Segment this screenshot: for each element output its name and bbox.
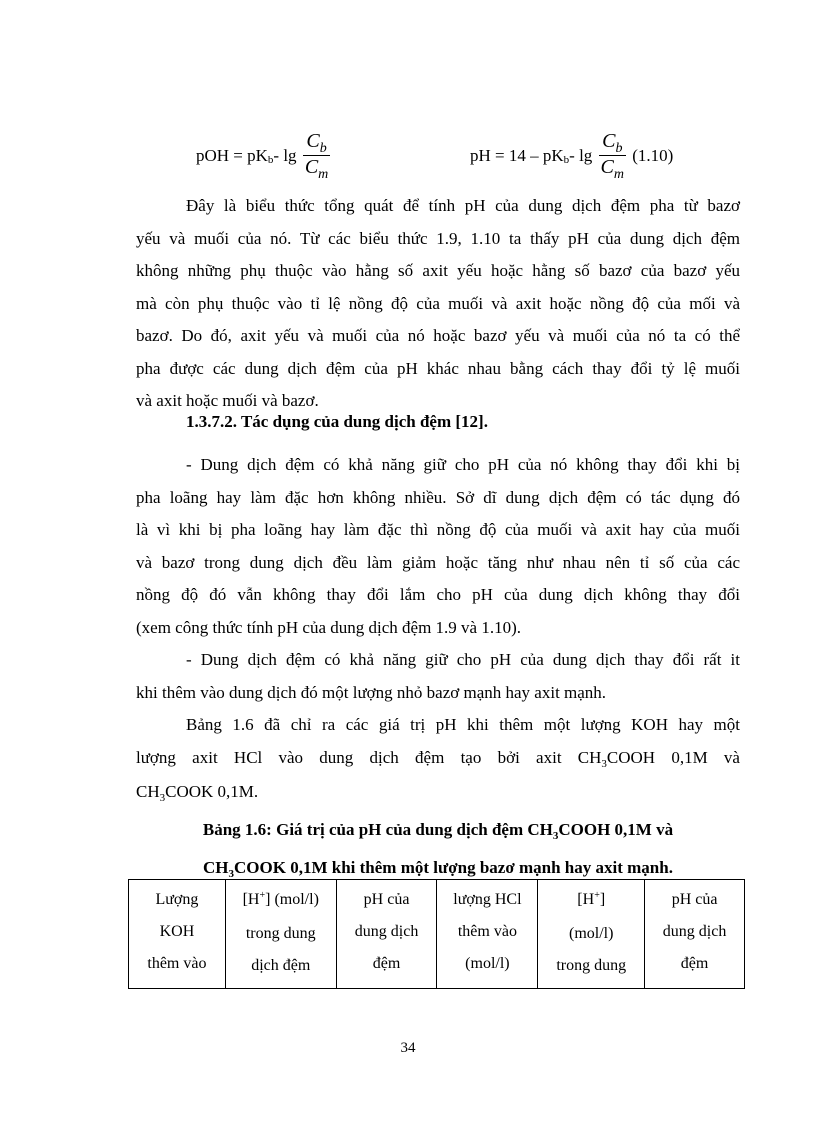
text-line: bazơ. Do đó, axit yếu và muối của nó hoặc bazơ yếu và muối của nó ta có thể: [136, 326, 740, 345]
table-caption: [136, 812, 740, 888]
text-line: - Dung dịch đệm có khả năng giữ cho pH của nó không thay đổi khi bị: [186, 455, 740, 474]
paragraph-general-expression: [136, 190, 740, 418]
formula-ref: (1.10): [632, 145, 674, 165]
paragraph-strong-acid-base: [136, 644, 740, 709]
header-cell-koh: Lượng KOH thêm vào: [129, 880, 226, 989]
caption-line: $CH_3COOK$ 0,1M khi thêm một lượng bazơ mạnh hay axit mạnh.: [203, 858, 673, 880]
header-cell-h-concentration: [H+] (mol/l) trong dung dịch đệm: [225, 880, 336, 989]
section-heading: 1.3.7.2. Tác dụng của dung dịch đệm [12].: [186, 412, 488, 431]
header-cell-ph: pH của dung dịch đệm: [336, 880, 437, 989]
header-cell-h-concentration-2: [H+] (mol/l) trong dung: [538, 880, 645, 989]
fraction-denominator: $C_m$: [304, 156, 329, 182]
header-cell-ph-2: pH của dung dịch đệm: [645, 880, 745, 989]
formula-ph-fraction: [599, 130, 626, 181]
formula-ph: [470, 130, 673, 190]
header-cell-hcl: lượng HCl thêm vào (mol/l): [437, 880, 538, 989]
text-line: pha được các dung dịch đệm của pH khác nhau bằng cách thay đổi tỷ lệ muối: [136, 358, 740, 378]
page-number: 34: [400, 1040, 416, 1056]
fraction-numerator: $C_b$: [599, 130, 626, 156]
table-header-row: [129, 880, 745, 989]
caption-line: Bảng 1.6: Giá trị của pH của dung dịch đệm $CH_3COOH$ 0,1M và: [202, 820, 674, 842]
formula-ph-lhs: pH = 14 – pK: [470, 145, 564, 165]
text-line: Đây là biểu thức tổng quát để tính pH của dung dịch đệm pha từ bazơ: [186, 196, 740, 215]
paragraph-dilution: [136, 449, 740, 644]
text-line: $CH_3COOK$ 0,1M.: [136, 782, 259, 804]
text-line: - Dung dịch đệm có khả năng giữ cho pH của dung dịch thay đổi rất it: [186, 650, 740, 669]
formula-ph-sub: b: [563, 153, 570, 166]
formula-poh: [196, 130, 332, 190]
text-line: Bảng 1.6 đã chỉ ra các giá trị pH khi thêm một lượng KOH hay một: [186, 715, 740, 734]
text-line: và bazơ trong dung dịch đều làm giảm hoặc tăng như nhau nên tỉ số của các: [136, 552, 740, 572]
formula-poh-fraction: [303, 130, 330, 181]
paragraph-table-intro: [136, 709, 740, 811]
fraction-denominator: $C_m$: [600, 156, 625, 182]
formula-poh-sub: b: [267, 153, 274, 166]
ph-buffer-table: [128, 879, 745, 989]
text-line: nồng độ đó vẫn không thay đổi lắm cho pH của dung dịch không thay đổi: [136, 585, 740, 604]
text-line: mà còn phụ thuộc vào tỉ lệ nồng độ của muối và axit hoặc nồng độ của mối và: [136, 293, 740, 313]
text-line: không những phụ thuộc vào hằng số axit yếu hoặc hằng số bazơ của bazơ yếu: [136, 261, 740, 280]
text-line: yếu và muối của nó. Từ các biểu thức 1.9, 1.10 ta thấy pH của dung dịch đệm: [136, 228, 740, 248]
text-line: khi thêm vào dung dịch đó một lượng nhỏ bazơ mạnh hay axit mạnh.: [136, 682, 607, 702]
formula-ph-lg: - lg: [569, 145, 593, 165]
fraction-numerator: $C_b$: [303, 130, 330, 156]
text-line: là vì khi bị pha loãng hay làm đặc thì nồng độ của muối và axit hay của muối: [136, 520, 740, 539]
text-line: (xem công thức tính pH của dung dịch đệm 1.9 và 1.10).: [136, 617, 522, 637]
formula-poh-lg: - lg: [273, 145, 297, 165]
text-line: lượng axit HCl vào dung dịch đệm tạo bởi axit $CH_3COOH$ 0,1M và: [136, 747, 740, 770]
text-line: pha loãng hay làm đặc hơn không nhiều. Sở dĩ dung dịch đệm có tác dụng đó: [136, 487, 740, 507]
formula-poh-lhs: pOH = pK: [196, 145, 268, 165]
text-line: và axit hoặc muối và bazơ.: [136, 391, 319, 410]
